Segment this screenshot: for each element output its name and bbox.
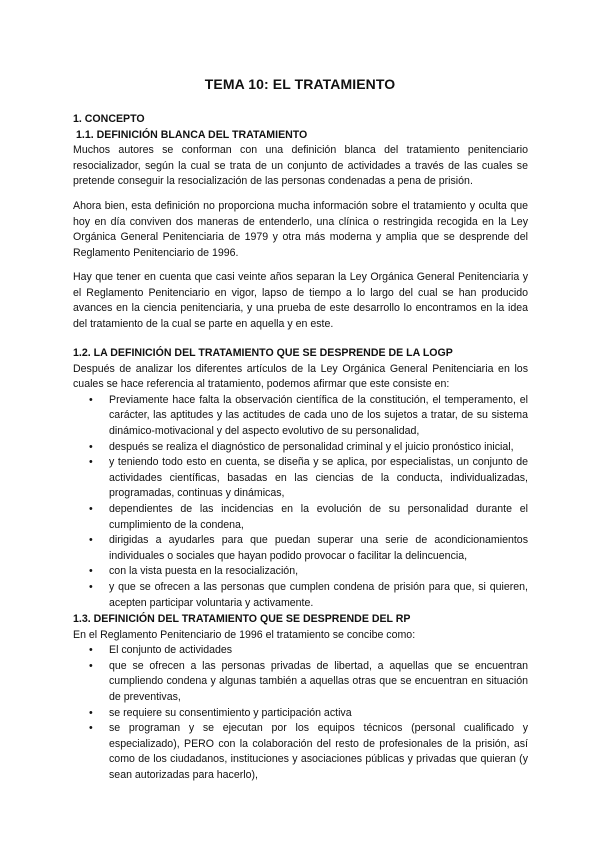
section-1-3-list (73, 643, 528, 783)
list-item: • que se ofrecen a las personas privadas de libertad, a aquellas que se encuentran cumpliendo condena y algunas también a aquellas otras que se encuentran en situación de preventivas, (89, 659, 528, 703)
list-item: • después se realiza el diagnóstico de personalidad criminal y el juicio pronóstico inicial, (73, 440, 528, 456)
section-1 (73, 112, 528, 190)
list-item: • y que se ofrecen a las personas que cumplen condena de prisión para que, si quieren, acepten participar voluntaria y activamente. (89, 580, 528, 609)
bullet-icon: • (89, 644, 93, 657)
bullet-icon: • (89, 456, 93, 469)
list-item: • y teniendo todo esto en cuenta, se diseña y se aplica, por especialistas, un conjunto de actividades científicas, basadas en las ciencias de la conducta, individualizadas, programadas, continuas y dinámicas, (89, 456, 528, 500)
bullet-icon: • (89, 502, 93, 515)
section-1-2-heading: 1.2. LA DEFINICIÓN DEL TRATAMIENTO QUE SE DESPRENDE DE LA LOGP (73, 347, 453, 359)
paragraph-1: Muchos autores se conforman con una definición blanca del tratamiento penitenciario resocializador, según la cual se trata de un conjunto de actividades a través de las cuales se pretende conseguir la resocialización de las personas condenadas a pena de prisión. (73, 144, 528, 188)
list-item: • se requiere su consentimiento y participación activa (73, 706, 528, 722)
list-item: • con la vista puesta en la resocialización, (73, 564, 528, 580)
section-1-3-intro: En el Reglamento Penitenciario de 1996 el tratamiento se concibe como: (73, 628, 416, 641)
paragraph-2: Ahora bien, esta definición no proporciona mucha información sobre el tratamiento y oculta que hoy en día conviven dos maneras de entenderlo, una clínica o restringida recogida en la Ley Orgánica General Penitenciaria de 1979 y otra más moderna y amplia que se desprende del Reglamento Penitenciario de 1996. (73, 200, 528, 259)
section-1-heading: 1. CONCEPTO (73, 113, 145, 125)
page-title: TEMA 10: EL TRATAMIENTO (204, 76, 396, 92)
bullet-icon: • (89, 580, 93, 593)
bullet-icon: • (89, 534, 93, 547)
section-1-3-heading: 1.3. DEFINICIÓN DEL TRATAMIENTO QUE SE DESPRENDE DEL RP (73, 613, 411, 625)
section-1-1-heading: 1.1. DEFINICIÓN BLANCA DEL TRATAMIENTO (76, 128, 308, 141)
bullet-icon: • (89, 722, 93, 735)
section-1-2-list (73, 393, 528, 611)
bullet-icon: • (89, 659, 93, 672)
list-item: • dirigidas a ayudarles para que puedan superar una serie de acondicionamientos individuales o sociales que hayan podido provocar o facilitar la delincuencia, (89, 534, 528, 562)
bullet-icon: • (89, 440, 93, 453)
bullet-icon: • (89, 565, 93, 578)
list-item: • Previamente hace falta la observación científica de la constitución, el temperamento, el carácter, las aptitudes y las actitudes de cada uno de los sujetos a tratar, de su sistema dinámico-motivacional y del aspecto evolutivo de su personalidad, (89, 393, 528, 437)
paragraph-3: Hay que tener en cuenta que casi veinte años separan la Ley Orgánica General Penitenciaria y el Reglamento Penitenciario en vigor, lapso de tiempo a lo largo del cual se han producido avances en la ciencia penitenciaria, y una prueba de este desarrollo lo encontramos en la idea del tratamiento de la cual se parte en aquella y en este. (73, 271, 528, 330)
section-1-3 (73, 612, 528, 784)
section-1-2 (73, 346, 528, 611)
list-item: • El conjunto de actividades (73, 643, 528, 659)
bullet-icon: • (89, 393, 93, 406)
list-item: • se programan y se ejecutan por los equipos técnicos (personal cualificado y especializado), PERO con la colaboración del resto de profesionales de la prisión, así como de los ciudadanos, instituciones y asociaciones públicas y privadas que quieran (y sean autorizadas para hacerlo), (89, 722, 528, 781)
list-item: • dependientes de las incidencias en la evolución de su personalidad durante el cumplimiento de la condena, (89, 502, 528, 531)
section-1-2-intro: Después de analizar los diferentes artículos de la Ley Orgánica General Penitenciaria en los cuales se hace referencia al tratamiento, podemos afirmar que este consiste en: (73, 362, 528, 391)
bullet-icon: • (89, 706, 93, 719)
